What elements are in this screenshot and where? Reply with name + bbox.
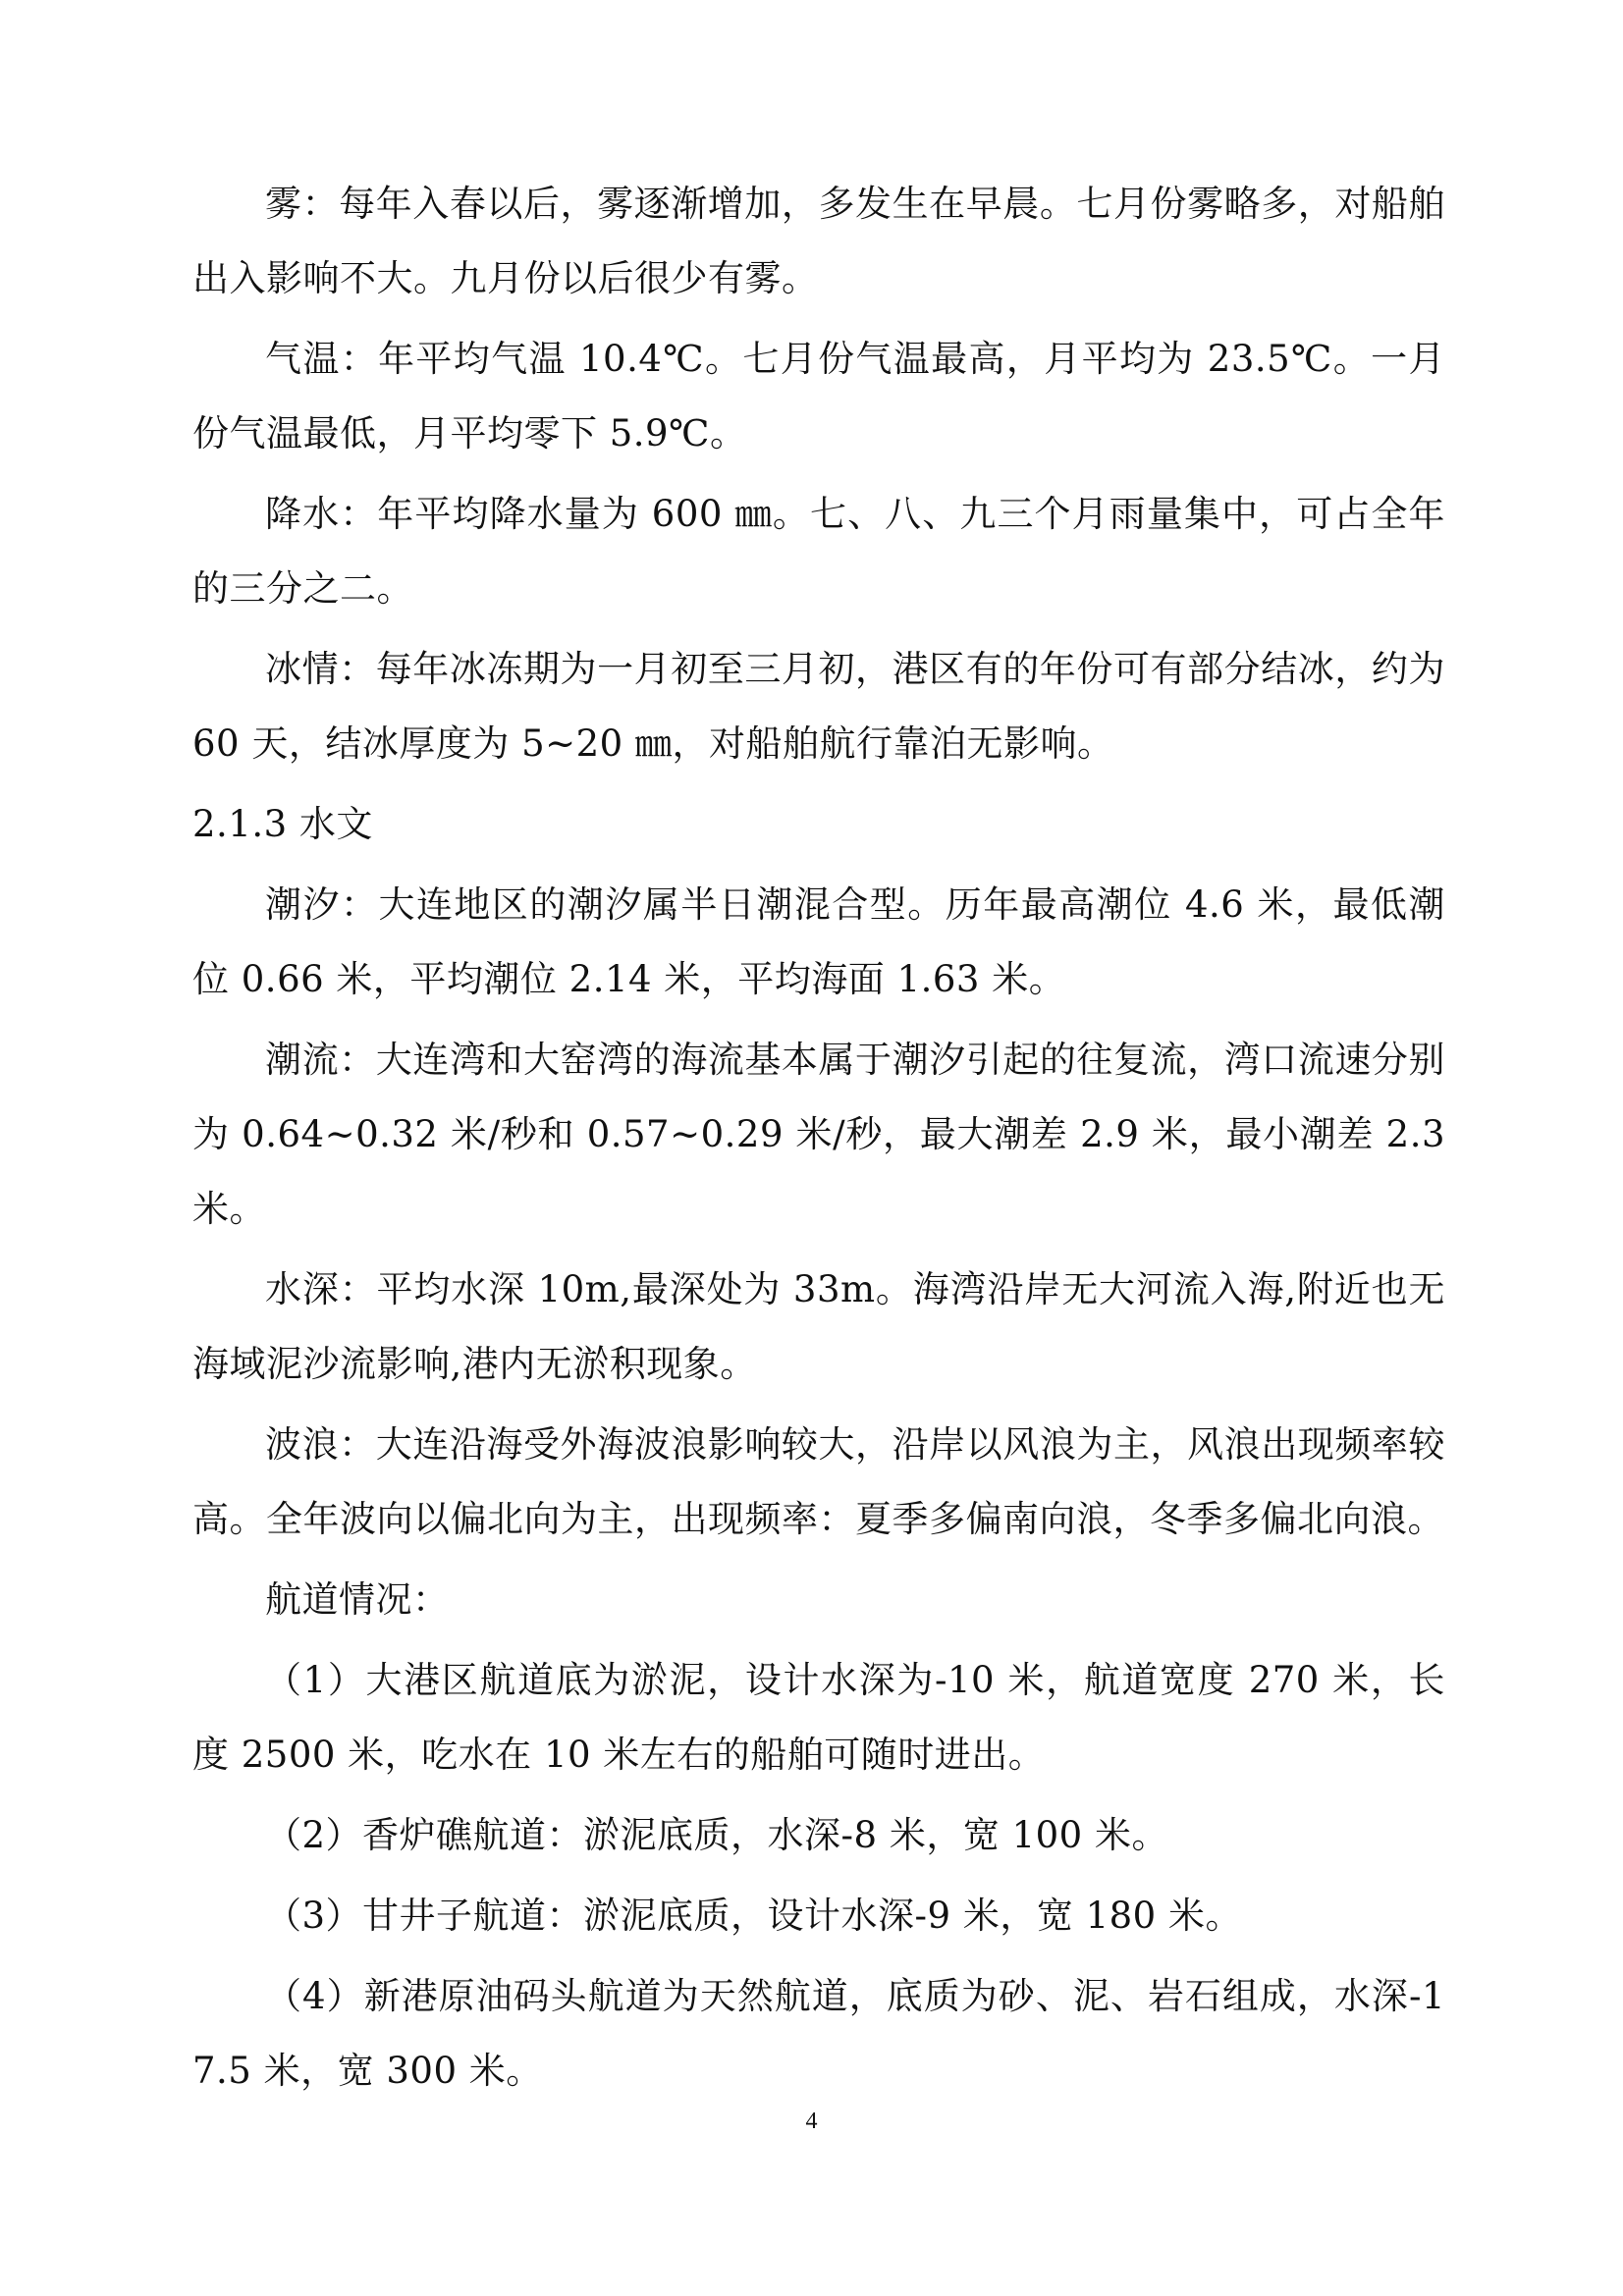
waves-paragraph: 波浪：大连沿海受外海波浪影响较大，沿岸以风浪为主，风浪出现频率较高。全年波向以偏北向为主，出现频率：夏季多偏南向浪，冬季多偏北向浪。 bbox=[192, 1423, 1445, 1540]
current-paragraph: 潮流：大连湾和大窑湾的海流基本属于潮汐引起的往复流，湾口流速分别为 0.64~0.32 米/秒和 0.57~0.29 米/秒，最大潮差 2.9 米，最小潮差 2.3 米。 bbox=[192, 1039, 1445, 1230]
fog-paragraph: 雾：每年入春以后，雾逐渐增加，多发生在早晨。七月份雾略多，对船舶出入影响不大。九月份以后很少有雾。 bbox=[192, 183, 1445, 299]
channel-item-2: （2）香炉礁航道：淤泥底质，水深-8 米，宽 100 米。 bbox=[265, 1814, 1168, 1856]
ice-paragraph: 冰情：每年冰冻期为一月初至三月初，港区有的年份可有部分结冰，约为 60 天，结冰厚度为 5~20 ㎜，对船舶航行靠泊无影响。 bbox=[192, 648, 1445, 765]
channel-item-4: （4）新港原油码头航道为天然航道，底质为砂、泥、岩石组成，水深-17.5 米，宽 300 米。 bbox=[192, 1975, 1445, 2092]
depth-paragraph: 水深：平均水深 10m,最深处为 33m。海湾沿岸无大河流入海,附近也无海域泥沙流影响,港内无淤积现象。 bbox=[192, 1268, 1445, 1385]
channel-item-1: （1）大港区航道底为淤泥，设计水深为-10 米，航道宽度 270 米，长度 2500 米，吃水在 10 米左右的船舶可随时进出。 bbox=[192, 1659, 1445, 1776]
channel-title: 航道情况： bbox=[265, 1578, 450, 1621]
precipitation-paragraph: 降水：年平均降水量为 600 ㎜。七、八、九三个月雨量集中，可占全年的三分之二。 bbox=[192, 493, 1445, 610]
page-number: 4 bbox=[805, 2109, 818, 2134]
temperature-paragraph: 气温：年平均气温 10.4℃。七月份气温最高，月平均为 23.5℃。一月份气温最低，月平均零下 5.9℃。 bbox=[192, 338, 1445, 454]
tide-paragraph: 潮汐：大连地区的潮汐属半日潮混合型。历年最高潮位 4.6 米，最低潮位 0.66 米，平均潮位 2.14 米，平均海面 1.63 米。 bbox=[192, 883, 1445, 1000]
channel-item-3: （3）甘井子航道：淤泥底质，设计水深-9 米，宽 180 米。 bbox=[265, 1895, 1242, 1937]
page-content bbox=[192, 167, 1445, 2114]
section-heading-hydrology: 2.1.3 水文 bbox=[192, 803, 373, 845]
